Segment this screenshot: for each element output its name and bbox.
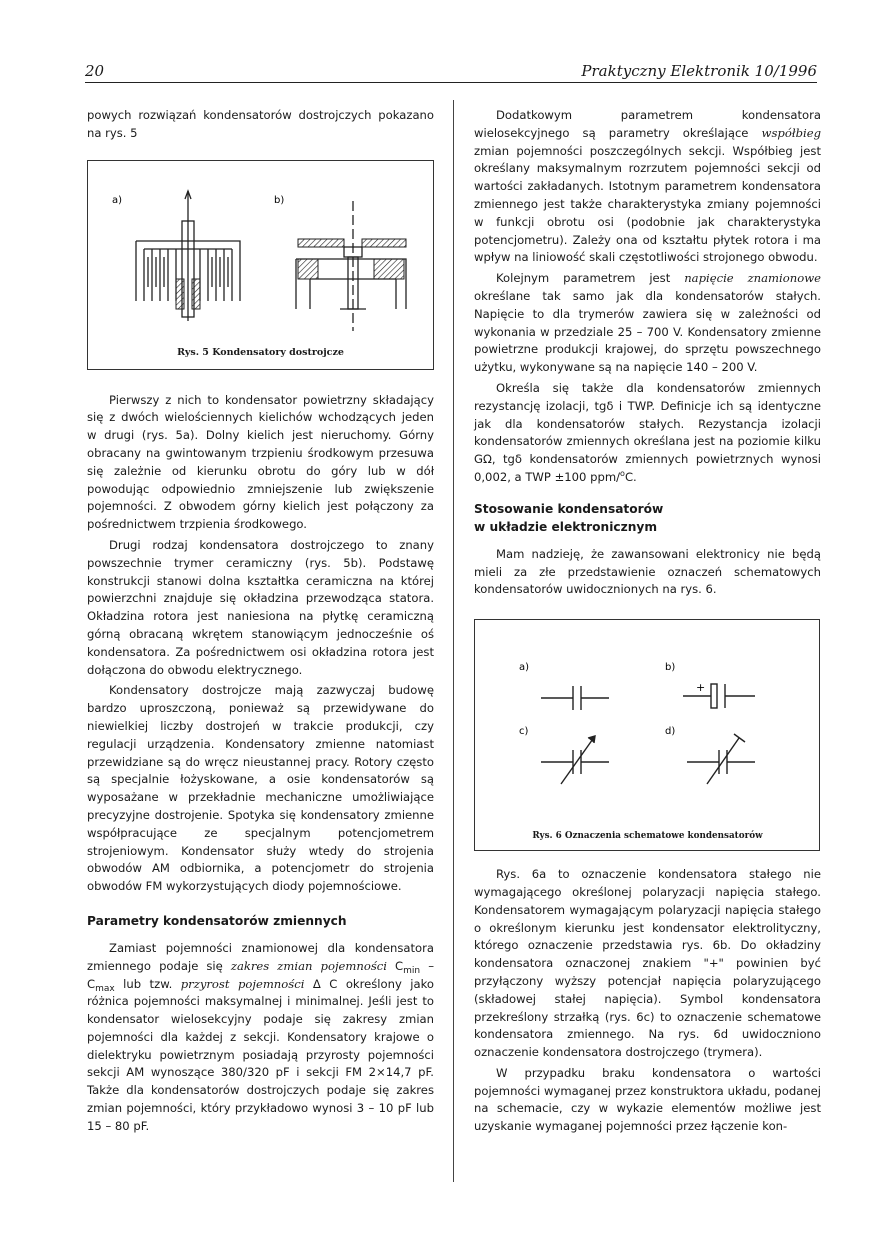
paragraph-r2 <box>474 270 821 377</box>
paragraph-1: Pierwszy z nich to kondensator powietrzny składający się z dwóch wielościennych kielichów wchodzących jeden w drugi (rys. 5a). Dolny kielich jest nieruchomy. Górny obracany na gwintowanym trzpieniu środkowym przesuwa się zależnie od kierunku obrotu do góry lub w dół powodując odpowiednio zmniejszenie lub zwiększenie pojemności. Z obwodem górny kielich jest połączony za pośrednictwem trzpienia środkowego. <box>87 392 434 532</box>
ceramic-base-left <box>298 259 318 279</box>
fig6-label-d: d) <box>665 726 676 738</box>
figure-6-drawing <box>475 620 819 850</box>
italic-term: przyrost pojemności <box>180 976 305 991</box>
paragraph-3: Kondensatory dostrojcze mają zazwyczaj budowę bardzo uproszczoną, ponieważ są przewidywane do niewielkiej liczby dostrojeń w trakcie produkcji, czy regulacji urządzenia. Kondensatory zmienne natomiast przewidziane są do wręcz nieustannej pracy. Rotory często są specjalnie łożyskowane, a osie kondensatorów są wyposażane w przekładnie mechaniczne umożliwiające precyzyjne dostrojenie. Spotyka się kondensatory zmienne współpracujące ze specjalnym potencjometrem strojeniowym. Kondensator służy wtedy do strojenia obwodów AM odbiornika, a potencjometr do strojenia obwodów FM wykorzystujących diody pojemnościowe. <box>87 683 434 894</box>
text-run: C. <box>624 469 637 484</box>
journal-title: Praktyczny Elektronik 10/1996 <box>581 62 817 80</box>
figure-5-drawing <box>88 161 433 369</box>
right-column <box>474 107 821 1136</box>
text-run: lub tzw. <box>114 976 181 991</box>
paragraph-r3 <box>474 380 821 487</box>
fig6-label-a: a) <box>519 662 530 674</box>
capacitor-symbol-fixed <box>541 686 609 710</box>
fig6-label-c: c) <box>519 726 529 738</box>
figure-6 <box>474 619 820 851</box>
section-heading-parameters: Parametry kondensatorów zmiennych <box>87 913 347 928</box>
text-run: Określa się także dla kondensatorów zmiennych rezystancję izolacji, tgδ i TWP. Definicje ich są identyczne jak dla kondensatorów stałych. Rezystancja izolacji kondensatorów zmiennych określana jest na poziomie kilku GΩ, tgδ kondensatorów zmiennych powietrznych wynosi 0,002, a TWP ±100 ppm/ <box>474 380 821 484</box>
figure-5-caption: Rys. 5 Kondensatory dostrojcze <box>177 346 344 358</box>
fig6-label-b: b) <box>665 662 676 674</box>
rotor-plate-left <box>298 239 344 247</box>
capacitor-symbol-trimmer <box>687 734 755 784</box>
page-header <box>85 62 817 83</box>
italic-term: współbieg <box>761 125 821 140</box>
fig5-label-b: b) <box>274 194 285 206</box>
italic-term: napięcie znamionowe <box>684 271 821 286</box>
page-number: 20 <box>85 62 105 80</box>
figure-6-caption: Rys. 6 Oznaczenia schematowe kondensatorów <box>532 831 763 842</box>
plus-sign: + <box>696 681 706 695</box>
section-heading-usage-2: w układzie elektronicznym <box>474 519 658 534</box>
text-run: C <box>387 958 404 973</box>
ceramic-base-right <box>374 259 404 279</box>
capacitor-symbol-electrolytic <box>683 684 755 708</box>
left-column <box>87 107 434 1136</box>
stator-hatch-right <box>192 279 200 309</box>
subscript: max <box>95 983 115 994</box>
fig5-label-a: a) <box>112 194 123 206</box>
paragraph-2: Drugi rodzaj kondensatora dostrojczego to znany powszechnie trymer ceramiczny (rys. 5b). Podstawę konstrukcji stanowi dolna kształtka ceramiczna na której powierzchni znajduje się okładzina przewodząca statora. Okładzina rotora jest naniesiona na płytkę ceramiczną górną obracaną wkrętem stanowiącym jednocześnie oś kondensatora. Za pośrednictwem osi okładzina rotora jest dołączona do obwodu elektrycznego. <box>87 537 434 677</box>
column-divider <box>453 100 454 1182</box>
text-run: – C <box>87 958 434 991</box>
section-heading-usage-1: Stosowanie kondensatorów <box>474 501 664 516</box>
text-run: określane tak samo jak dla kondensatorów stałych. Napięcie to dla trymerów zawiera się w zależności od wykonania w przedziale 25 – 700 V. Kondensatory zmienne powietrzne produkcji krajowej, do sprzętu powszechnego użytku, wykonywane są na napięcie 140 – 200 V. <box>474 288 821 375</box>
paragraph-r6: W przypadku braku kondensatora o wartości pojemności wymaganej przez konstruktora układu, podanej na schemacie, czy w wykazie elementów możliwe jest uzyskanie wymaganej pojemności przez łączenie kon- <box>474 1065 821 1134</box>
paragraph-4 <box>87 940 434 1136</box>
italic-term: zakres zmian pojemności <box>230 958 387 973</box>
rotor-plate-right <box>362 239 406 247</box>
intro-paragraph: powych rozwiązań kondensatorów dostrojczych pokazano na rys. 5 <box>87 108 434 140</box>
text-run: zmian pojemności poszczególnych sekcji. Współbieg jest określany maksymalnym rozrzutem pojemności sekcji od wartości zakładanych. Istotnym parametrem kondensatora zmiennego jest także charakterystyka zmiany pojemności w funkcji obrotu osi (podobnie jak charakterystyka potencjometru). Zależy ona od kształtu płytek rotora i ma wpływ na liniowość skali częstotliwości strojonego obwodu. <box>474 143 821 265</box>
text-run: Kolejnym parametrem jest <box>496 271 685 286</box>
figure-5 <box>87 160 434 370</box>
subscript: min <box>403 965 421 976</box>
air-trimmer-drawing <box>136 191 240 321</box>
text-run: Dodatkowym parametrem kondensatora wielosekcyjnego są parametry określające <box>474 108 821 140</box>
paragraph-r5: Rys. 6a to oznaczenie kondensatora stałego nie wymagającego określonej polaryzacji napięcia stałego. Kondensatorem wymagającym polaryzacji napięcia stałego o określonym kierunku jest kondensator elektrolityczny, którego oznaczenie przedstawia rys. 6b. Do okładziny kondensatora oznaczonej znakiem "+" powinien być przyłączony wyższy potencjał napięcia polaryzującego (składowej stałej napięcia). Symbol kondensatora przekreślony strzałką (rys. 6c) to oznaczenie schematowe kondensatora zmiennego. Na rys. 6d uwidoczniono oznaczenie kondensatora dostrojczego (trymera). <box>474 867 821 1060</box>
superscript: o <box>620 469 625 479</box>
paragraph-r4: Mam nadzieję, że zawansowani elektronicy nie będą mieli za złe przedstawienie oznaczeń schematowych kondensatorów uwidocznionych na rys. 6. <box>474 546 821 597</box>
text-run: Zamiast pojemności znamionowej dla kondensatora zmiennego podaje się <box>87 940 434 973</box>
capacitor-symbol-variable <box>541 736 609 784</box>
text-run: Δ C określony jako różnica pojemności maksymalnej i minimalnej. Jeśli jest to kondensator wielosekcyjny podaje się zakresy zmian pojemności dla każdej z sekcji. Kondensatory krajowe o dielektryku powietrznym posiadają przyrosty pojemności sekcji AM wynoszące 380/320 pF i sekcji FM 2×14,7 pF. Także dla kondensatorów dostrojczych podaje się zakres zmian pojemności, który przykładowo wynosi 3 – 10 pF lub 15 – 80 pF. <box>87 976 435 1133</box>
paragraph-r1 <box>474 107 821 267</box>
stator-hatch-left <box>176 279 184 309</box>
